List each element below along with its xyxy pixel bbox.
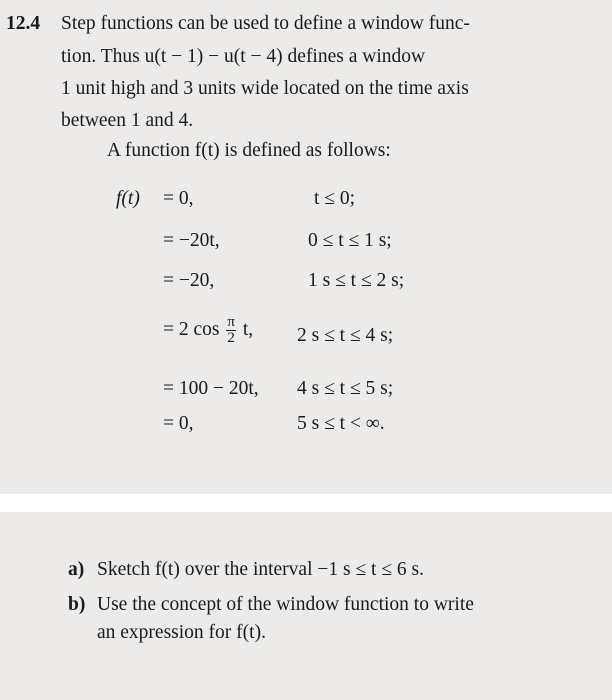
case-5-expr: = 100 − 20t,: [163, 378, 259, 399]
function-lhs: f(t): [116, 188, 140, 209]
questions-page: [0, 512, 612, 700]
case-4-domain: 2 s ≤ t ≤ 4 s;: [297, 325, 394, 346]
pi-over-two-fraction: [226, 315, 236, 346]
intro-line-4: between 1 and 4.: [61, 110, 194, 131]
problem-number: 12.4: [6, 13, 41, 34]
question-a-text: Sketch f(t) over the interval −1 s ≤ t ≤ 6 s.: [97, 559, 424, 580]
case-6-expr: = 0,: [163, 413, 194, 434]
case-4-arg: t,: [242, 318, 254, 340]
question-a-label: a): [68, 559, 85, 580]
question-b-line-2: an expression for f(t).: [97, 622, 266, 643]
fraction-numerator: π: [227, 314, 235, 330]
case-1-domain: t ≤ 0;: [314, 188, 356, 209]
case-1-expr: = 0,: [163, 188, 194, 209]
fraction-denominator: 2: [227, 330, 235, 346]
intro-line-2: tion. Thus u(t − 1) − u(t − 4) defines a window: [61, 46, 426, 67]
case-4-expr: [163, 315, 253, 346]
question-b-line-1: Use the concept of the window function to write: [97, 594, 474, 615]
definition-intro: A function f(t) is defined as follows:: [107, 140, 391, 161]
intro-line-1: Step functions can be used to define a window func-: [61, 13, 470, 34]
case-5-domain: 4 s ≤ t ≤ 5 s;: [297, 378, 394, 399]
case-2-expr: = −20t,: [163, 230, 220, 251]
intro-line-3: 1 unit high and 3 units wide located on the time axis: [61, 78, 469, 99]
case-2-domain: 0 ≤ t ≤ 1 s;: [308, 230, 392, 251]
case-3-expr: = −20,: [163, 270, 215, 291]
question-b-label: b): [68, 594, 86, 615]
case-6-domain: 5 s ≤ t < ∞.: [297, 413, 385, 434]
case-3-domain: 1 s ≤ t ≤ 2 s;: [308, 270, 405, 291]
case-4-cos: = 2 cos: [163, 318, 220, 340]
